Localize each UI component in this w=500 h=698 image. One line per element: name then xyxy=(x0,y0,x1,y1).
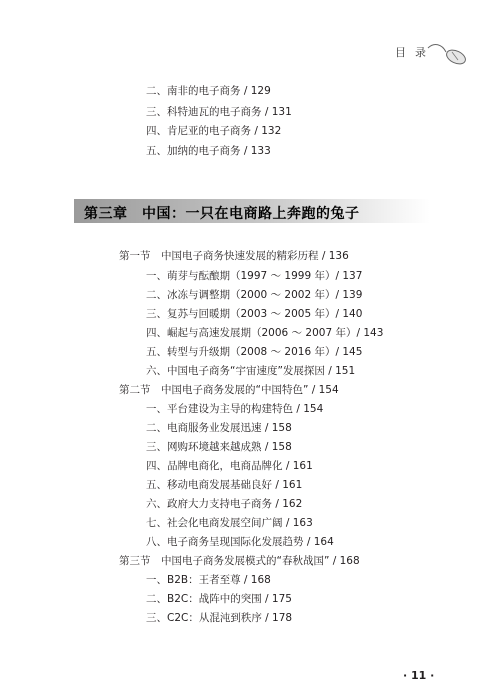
toc-entry[interactable]: 三、复苏与回暖期（2003 ～ 2005 年）/ 140 xyxy=(146,308,363,320)
chapter-title[interactable]: 第三章 中国：一只在电商路上奔跑的兔子 xyxy=(84,206,360,222)
toc-entry[interactable]: 五、移动电商发展基础良好 / 161 xyxy=(146,479,303,491)
toc-entry[interactable]: 四、品牌电商化，电商品牌化 / 161 xyxy=(146,460,313,472)
toc-entry[interactable]: 三、网购环境越来越成熟 / 158 xyxy=(146,441,292,453)
page-number: · 11 · xyxy=(403,669,435,682)
toc-entry[interactable]: 二、冰冻与调整期（2000 ～ 2002 年）/ 139 xyxy=(146,289,363,301)
section-title[interactable]: 第一节 中国电子商务快速发展的精彩历程 / 136 xyxy=(119,250,349,262)
mouse-icon xyxy=(426,40,468,66)
toc-entry[interactable]: 三、科特迪瓦的电子商务 / 131 xyxy=(146,106,292,118)
toc-entry[interactable]: 一、萌芽与酝酿期（1997 ～ 1999 年）/ 137 xyxy=(146,270,363,282)
toc-entry[interactable]: 一、B2B：王者至尊 / 168 xyxy=(146,574,271,586)
toc-entry[interactable]: 三、C2C：从混沌到秩序 / 178 xyxy=(146,612,293,624)
toc-entry[interactable]: 七、社会化电商发展空间广阔 / 163 xyxy=(146,517,313,529)
section-title[interactable]: 第二节 中国电子商务发展的“中国特色” / 154 xyxy=(119,384,339,396)
toc-entry[interactable]: 五、加纳的电子商务 / 133 xyxy=(146,145,271,157)
toc-entry[interactable]: 六、中国电子商务“宇宙速度”发展探因 / 151 xyxy=(146,365,356,377)
toc-entry[interactable]: 四、崛起与高速发展期（2006 ～ 2007 年）/ 143 xyxy=(146,327,384,339)
toc-entry[interactable]: 二、南非的电子商务 / 129 xyxy=(146,85,271,97)
section-title[interactable]: 第三节 中国电子商务发展模式的“春秋战国” / 168 xyxy=(119,555,360,567)
toc-entry[interactable]: 二、B2C：战阵中的突围 / 175 xyxy=(146,593,292,605)
toc-entry[interactable]: 二、电商服务业发展迅速 / 158 xyxy=(146,422,292,434)
toc-entry[interactable]: 五、转型与升级期（2008 ～ 2016 年）/ 145 xyxy=(146,346,363,358)
header-label: 目录 xyxy=(395,46,435,59)
toc-entry[interactable]: 一、平台建设为主导的构建特色 / 154 xyxy=(146,403,324,415)
toc-entry[interactable]: 八、电子商务呈现国际化发展趋势 / 164 xyxy=(146,536,334,548)
toc-entry[interactable]: 四、肯尼亚的电子商务 / 132 xyxy=(146,125,282,137)
toc-entry[interactable]: 六、政府大力支持电子商务 / 162 xyxy=(146,498,303,510)
